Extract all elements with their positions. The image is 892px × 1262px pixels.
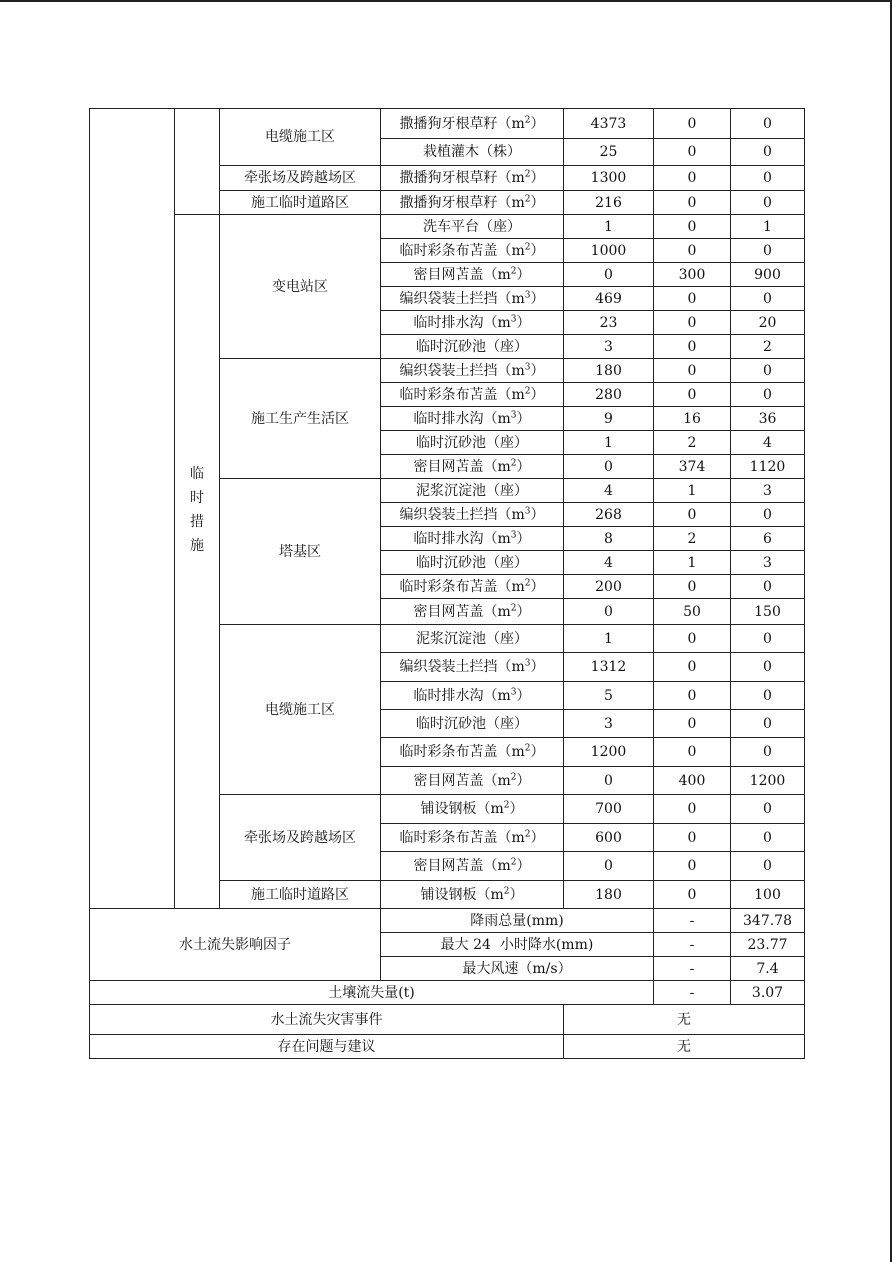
value-cell-3: 0 <box>731 166 805 191</box>
unit-exponent: 2 <box>524 169 531 180</box>
measure-item-close: ） <box>509 886 524 903</box>
table-row <box>90 981 805 1005</box>
measure-item-cell <box>381 139 564 166</box>
measure-item-close: ） <box>530 115 545 132</box>
value-cell-2: 0 <box>654 239 731 263</box>
vertical-label-cell <box>175 215 220 909</box>
issues-value-cell: 无 <box>564 1035 805 1059</box>
measure-item-cell <box>381 359 564 383</box>
value-cell-2: 0 <box>654 682 731 710</box>
zone-name: 电缆施工区 <box>265 129 335 145</box>
value-cell-1: 700 <box>564 795 654 824</box>
value-cell-1: 1 <box>564 215 654 239</box>
value-cell-2: 23.77 <box>731 933 805 957</box>
value-cell-2: 0 <box>654 109 731 139</box>
measure-item-close: ） <box>530 386 545 403</box>
table-row <box>90 215 805 239</box>
measure-item-close: ） <box>530 290 545 307</box>
value-cell-3: 20 <box>731 311 805 335</box>
value-cell-2: 0 <box>654 881 731 909</box>
unit-exponent: 2 <box>510 602 517 613</box>
measure-item-text: 泥浆沉淀池（座） <box>416 630 528 647</box>
value-cell-2: 0 <box>654 575 731 599</box>
value-cell-2: 0 <box>654 503 731 527</box>
factor-name-cell: 降雨总量(mm) <box>381 909 654 933</box>
value-cell-1: - <box>654 933 731 957</box>
value-cell-2: 0 <box>654 191 731 215</box>
measure-item-cell <box>381 653 564 682</box>
unit-exponent: 2 <box>524 241 531 252</box>
measure-item-text: 临时彩条布苫盖（m <box>399 386 525 403</box>
value-cell-3: 0 <box>731 653 805 682</box>
measure-item-cell <box>381 575 564 599</box>
value-cell-3: 900 <box>731 263 805 287</box>
unit-exponent: 3 <box>524 289 531 300</box>
value-cell-3: 0 <box>731 682 805 710</box>
measure-item-text: 密目网苫盖（m <box>413 603 511 620</box>
value-cell-1: 0 <box>564 767 654 795</box>
measure-item-text: 临时排水沟（m <box>413 314 511 331</box>
value-cell-2: 2 <box>654 527 731 551</box>
value-cell-3: 3 <box>731 479 805 503</box>
factor-name-cell: 最大风速（m/s） <box>381 957 654 981</box>
measure-item-text: 编织袋装土拦挡（m <box>399 659 525 675</box>
measure-item-close: ） <box>516 687 531 704</box>
measure-item-close: ） <box>530 578 545 595</box>
value-cell-2: 0 <box>654 287 731 311</box>
value-cell-2: 0 <box>654 852 731 881</box>
measure-item-cell <box>381 431 564 455</box>
measure-item-close: ） <box>530 744 545 760</box>
factors-label-cell: 水土流失影响因子 <box>90 909 381 981</box>
value-cell-3: 0 <box>731 287 805 311</box>
unit-exponent: 2 <box>524 385 531 396</box>
measure-item-close: ） <box>530 242 545 259</box>
value-cell-1: 0 <box>564 455 654 479</box>
measure-item-text: 临时沉砂池（座） <box>416 554 528 571</box>
measure-item-cell <box>381 527 564 551</box>
value-cell-2: 3.07 <box>731 981 805 1005</box>
value-cell-2: 1 <box>654 479 731 503</box>
value-cell-1: 216 <box>564 191 654 215</box>
value-cell-1: 8 <box>564 527 654 551</box>
value-cell-3: 4 <box>731 431 805 455</box>
value-cell-2: 0 <box>654 335 731 359</box>
measure-item-text: 密目网苫盖（m <box>413 458 511 475</box>
zone-name-cell <box>220 215 381 359</box>
zone-name-cell <box>220 166 381 191</box>
value-cell-3: 0 <box>731 191 805 215</box>
measure-item-cell <box>381 852 564 881</box>
value-cell-2: 50 <box>654 599 731 625</box>
measure-item-text: 密目网苫盖（m <box>413 858 511 874</box>
measure-item-text: 编织袋装土拦挡（m <box>399 362 525 379</box>
disaster-label-cell: 水土流失灾害事件 <box>90 1005 564 1035</box>
value-cell-1: 25 <box>564 139 654 166</box>
measure-item-text: 铺设钢板（m <box>420 801 504 817</box>
measure-item-close: ） <box>516 314 531 331</box>
value-cell-3: 0 <box>731 139 805 166</box>
value-cell-2: 7.4 <box>731 957 805 981</box>
unit-exponent: 2 <box>510 457 517 468</box>
blank-category-cell <box>90 109 175 909</box>
value-cell-1: 180 <box>564 359 654 383</box>
value-cell-3: 0 <box>731 239 805 263</box>
value-cell-2: 300 <box>654 263 731 287</box>
zone-name-cell <box>220 109 381 166</box>
value-cell-3: 0 <box>731 359 805 383</box>
value-cell-2: 2 <box>654 431 731 455</box>
zone-name: 电缆施工区 <box>265 701 335 718</box>
value-cell-3: 0 <box>731 852 805 881</box>
measure-item-text: 密目网苫盖（m <box>413 266 511 283</box>
measure-item-cell <box>381 407 564 431</box>
page-top-border <box>0 0 892 2</box>
zone-name: 施工临时道路区 <box>251 886 349 903</box>
measure-item-cell <box>381 795 564 824</box>
measure-item-text: 编织袋装土拦挡（m <box>399 506 525 523</box>
value-cell-1: - <box>654 981 731 1005</box>
value-cell-1: 23 <box>564 311 654 335</box>
soil-loss-label-cell: 土壤流失量(t) <box>90 981 654 1005</box>
measure-item-text: 泥浆沉淀池（座） <box>416 482 528 499</box>
unit-exponent: 3 <box>524 361 531 372</box>
measure-item-close: ） <box>509 801 524 817</box>
measure-item-text: 撒播狗牙根草籽（m <box>399 115 525 132</box>
measures-table <box>89 108 805 1059</box>
measure-item-cell <box>381 287 564 311</box>
value-cell-2: 0 <box>654 215 731 239</box>
unit-exponent: 3 <box>510 529 517 540</box>
issues-label-cell: 存在问题与建议 <box>90 1035 564 1059</box>
value-cell-1: 180 <box>564 881 654 909</box>
zone-name: 施工临时道路区 <box>251 194 349 211</box>
value-cell-1: - <box>654 957 731 981</box>
value-cell-3: 1 <box>731 215 805 239</box>
unit-exponent: 3 <box>510 409 517 420</box>
measure-item-cell <box>381 383 564 407</box>
measure-item-cell <box>381 191 564 215</box>
value-cell-3: 150 <box>731 599 805 625</box>
value-cell-2: 0 <box>654 710 731 738</box>
measure-item-close: ） <box>530 194 545 211</box>
measure-item-close: ） <box>516 458 531 475</box>
blank-type-cell <box>175 109 220 215</box>
measure-item-cell <box>381 215 564 239</box>
value-cell-1: 0 <box>564 599 654 625</box>
value-cell-2: 0 <box>654 166 731 191</box>
measure-item-close: ） <box>516 530 531 547</box>
measure-item-cell <box>381 479 564 503</box>
measure-item-text: 编织袋装土拦挡（m <box>399 290 525 307</box>
unit-exponent: 3 <box>510 313 517 324</box>
measure-item-text: 栽植灌木（株） <box>423 144 521 160</box>
measure-item-close: ） <box>516 603 531 620</box>
measure-item-cell <box>381 824 564 852</box>
value-cell-1: 1 <box>564 431 654 455</box>
value-cell-3: 1120 <box>731 455 805 479</box>
value-cell-3: 1200 <box>731 767 805 795</box>
zone-name: 变电站区 <box>272 278 328 295</box>
zone-name-cell <box>220 479 381 625</box>
value-cell-2: 0 <box>654 625 731 653</box>
table-row <box>90 109 805 139</box>
value-cell-3: 0 <box>731 503 805 527</box>
vertical-label: 临时措施 <box>190 465 204 554</box>
measure-item-close: ） <box>530 170 545 186</box>
value-cell-3: 0 <box>731 109 805 139</box>
measure-item-text: 临时沉砂池（座） <box>416 338 528 355</box>
measure-item-text: 临时彩条布苫盖（m <box>399 744 525 760</box>
value-cell-1: 280 <box>564 383 654 407</box>
value-cell-1: 1 <box>564 625 654 653</box>
measure-item-cell <box>381 109 564 139</box>
measure-item-text: 临时排水沟（m <box>413 687 511 704</box>
value-cell-3: 0 <box>731 383 805 407</box>
value-cell-1: 0 <box>564 852 654 881</box>
value-cell-1: 469 <box>564 287 654 311</box>
value-cell-2: 0 <box>654 383 731 407</box>
measure-item-cell <box>381 738 564 767</box>
unit-exponent: 2 <box>524 743 531 754</box>
unit-exponent: 3 <box>524 505 531 516</box>
zone-name-cell <box>220 191 381 215</box>
measure-item-text: 临时排水沟（m <box>413 410 511 427</box>
value-cell-2: 374 <box>654 455 731 479</box>
value-cell-3: 100 <box>731 881 805 909</box>
measure-item-close: ） <box>530 506 545 523</box>
value-cell-3: 36 <box>731 407 805 431</box>
table-row <box>90 909 805 933</box>
measure-item-cell <box>381 503 564 527</box>
measure-item-text: 撒播狗牙根草籽（m <box>399 170 525 186</box>
zone-name-cell <box>220 359 381 479</box>
measure-item-close: ） <box>516 772 531 789</box>
table-row <box>90 1005 805 1035</box>
value-cell-2: 347.78 <box>731 909 805 933</box>
measure-item-close: ） <box>516 410 531 427</box>
unit-exponent: 2 <box>524 828 531 839</box>
value-cell-1: 3 <box>564 335 654 359</box>
zone-name: 牵张场及跨越场区 <box>244 170 356 186</box>
value-cell-3: 6 <box>731 527 805 551</box>
measure-item-cell <box>381 455 564 479</box>
value-cell-3: 0 <box>731 738 805 767</box>
value-cell-1: 200 <box>564 575 654 599</box>
measure-item-close: ） <box>530 829 545 846</box>
value-cell-2: 400 <box>654 767 731 795</box>
measure-item-close: ） <box>530 362 545 379</box>
value-cell-3: 0 <box>731 710 805 738</box>
unit-exponent: 2 <box>524 577 531 588</box>
zone-name-cell <box>220 881 381 909</box>
value-cell-1: 3 <box>564 710 654 738</box>
measure-item-close: ） <box>516 858 531 874</box>
value-cell-3: 0 <box>731 824 805 852</box>
value-cell-1: 5 <box>564 682 654 710</box>
measure-item-text: 临时沉砂池（座） <box>416 434 528 451</box>
measure-item-text: 临时排水沟（m <box>413 530 511 547</box>
unit-exponent: 2 <box>510 265 517 276</box>
unit-exponent: 3 <box>510 686 517 697</box>
measure-item-text: 临时彩条布苫盖（m <box>399 829 525 846</box>
value-cell-1: 4 <box>564 479 654 503</box>
value-cell-3: 0 <box>731 575 805 599</box>
unit-exponent: 3 <box>524 658 531 669</box>
value-cell-2: 0 <box>654 311 731 335</box>
measure-item-cell <box>381 311 564 335</box>
value-cell-1: 9 <box>564 407 654 431</box>
value-cell-2: 16 <box>654 407 731 431</box>
value-cell-2: 0 <box>654 824 731 852</box>
unit-exponent: 2 <box>503 800 510 811</box>
value-cell-2: 0 <box>654 738 731 767</box>
value-cell-1: 4 <box>564 551 654 575</box>
table-row <box>90 1035 805 1059</box>
value-cell-1: 1000 <box>564 239 654 263</box>
measure-item-cell <box>381 710 564 738</box>
factor-name-cell: 最大 24 小时降水(mm) <box>381 933 654 957</box>
value-cell-1: 1312 <box>564 653 654 682</box>
value-cell-3: 2 <box>731 335 805 359</box>
measure-item-cell <box>381 166 564 191</box>
measure-item-text: 临时彩条布苫盖（m <box>399 242 525 259</box>
measure-item-cell <box>381 625 564 653</box>
value-cell-1: 1200 <box>564 738 654 767</box>
measure-item-cell <box>381 767 564 795</box>
value-cell-1: 268 <box>564 503 654 527</box>
measure-item-cell <box>381 551 564 575</box>
unit-exponent: 2 <box>510 857 517 868</box>
measure-item-cell <box>381 263 564 287</box>
value-cell-3: 0 <box>731 625 805 653</box>
zone-name-cell <box>220 625 381 795</box>
unit-exponent: 2 <box>524 193 531 204</box>
measure-item-cell <box>381 335 564 359</box>
value-cell-2: 1 <box>654 551 731 575</box>
measure-item-cell <box>381 239 564 263</box>
measure-item-cell <box>381 682 564 710</box>
unit-exponent: 2 <box>510 771 517 782</box>
measure-item-text: 洗车平台（座） <box>423 218 521 235</box>
measure-item-text: 撒播狗牙根草籽（m <box>399 194 525 211</box>
measure-item-text: 密目网苫盖（m <box>413 772 511 789</box>
measure-item-text: 铺设钢板（m <box>420 886 504 903</box>
value-cell-2: 0 <box>654 139 731 166</box>
value-cell-1: - <box>654 909 731 933</box>
disaster-value-cell: 无 <box>564 1005 805 1035</box>
zone-name: 施工生产生活区 <box>251 410 349 427</box>
value-cell-1: 600 <box>564 824 654 852</box>
zone-name-cell <box>220 795 381 881</box>
value-cell-3: 0 <box>731 795 805 824</box>
measure-item-close: ） <box>530 659 545 675</box>
zone-name: 塔基区 <box>279 543 321 560</box>
unit-exponent: 2 <box>524 114 531 125</box>
value-cell-1: 0 <box>564 263 654 287</box>
value-cell-2: 0 <box>654 359 731 383</box>
measure-item-cell <box>381 599 564 625</box>
unit-exponent: 2 <box>503 885 510 896</box>
value-cell-2: 0 <box>654 795 731 824</box>
value-cell-3: 3 <box>731 551 805 575</box>
zone-name: 牵张场及跨越场区 <box>244 829 356 846</box>
value-cell-1: 1300 <box>564 166 654 191</box>
measure-item-cell <box>381 881 564 909</box>
measure-item-text: 临时彩条布苫盖（m <box>399 578 525 595</box>
measure-item-close: ） <box>516 266 531 283</box>
value-cell-2: 0 <box>654 653 731 682</box>
measure-item-text: 临时沉砂池（座） <box>416 715 528 732</box>
value-cell-1: 4373 <box>564 109 654 139</box>
